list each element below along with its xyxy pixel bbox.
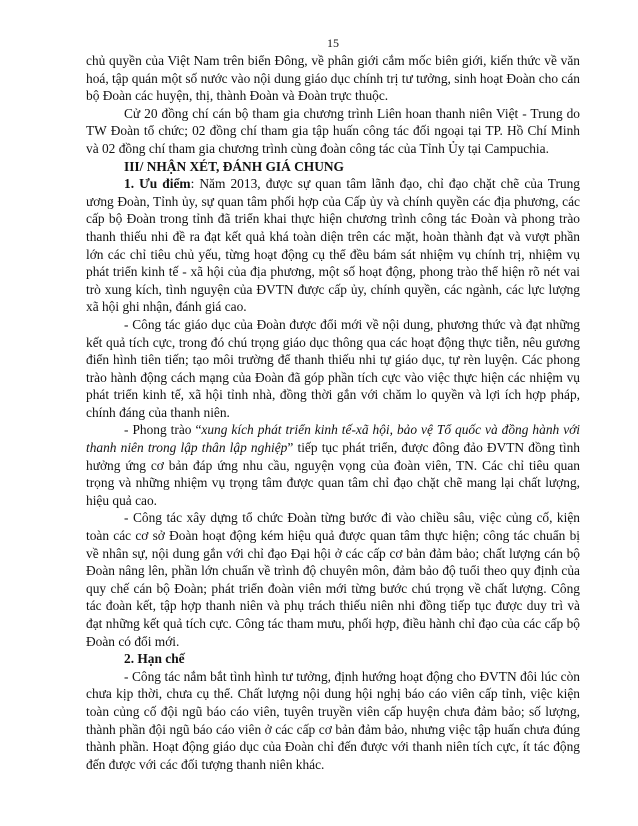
strengths-label: 1. Ưu điểm xyxy=(124,176,191,192)
paragraph-delegation: Cử 20 đồng chí cán bộ tham gia chương trình Liên hoan thanh niên Việt - Trung do TW Đoàn tổ chức; 02 đồng chí tham gia tập huấn công tác đối ngoại tại TP. Hồ Chí Minh và 02 đồng chí tham gia chương trình cùng đoàn công tác của Tỉnh Ủy tại Campuchia. xyxy=(86,105,580,156)
movement-text-start: - Phong trào “ xyxy=(124,422,202,438)
paragraph-movement xyxy=(86,421,580,509)
paragraph-continued: chủ quyền của Việt Nam trên biển Đông, về phân giới cắm mốc biên giới, kiến thức về văn hoá, tập quán một số nước vào nội dung giáo dục chính trị tư tưởng, sinh hoạt Đoàn cho cán bộ Đoàn các huyện, thị, thành Đoàn và Đoàn trực thuộc. xyxy=(86,53,580,104)
paragraph-organization: - Công tác xây dựng tổ chức Đoàn từng bước đi vào chiều sâu, việc củng cố, kiện toàn các cơ sở Đoàn hoạt động kém hiệu quả được quan tâm thực hiện; công tác chuẩn bị về nhân sự, nội dung gắn với chỉ đạo Đại hội ở các cấp cơ bản đảm bảo; chất lượng cán bộ Đoàn nâng lên, phần lớn chuẩn về trình độ chuyên môn, đảm bảo độ tuổi theo quy định của quy chế cán bộ Đoàn; phát triển đoàn viên mới từng bước chú trọng về chất lượng. Công tác đoàn kết, tập hợp thanh niên và phụ trách thiếu niên nhi đồng tiếp tục được duy trì và đạt những kết quả tích cực. Công tác tham mưu, phối hợp, điều hành chỉ đạo của các cấp bộ Đoàn có đổi mới. xyxy=(86,510,580,649)
paragraph-education: - Công tác giáo dục của Đoàn được đổi mới về nội dung, phương thức và đạt những kết quả tích cực, trong đó chú trọng giáo dục thông qua các hoạt động thực tiễn, nêu gương điển hình tiên tiến; tạo môi trường để thanh thiếu nhi tự giáo dục, tự rèn luyện. Các phong trào hành động cách mạng của Đoàn đã góp phần tích cực vào việc thực hiện các nhiệm vụ phát triển kinh tế, xã hội tỉnh nhà, đồng thời gắn với chăm lo quyền và lợi ích hợp pháp, chính đáng của thanh niên. xyxy=(86,316,580,420)
paragraph-limitations: - Công tác nắm bắt tình hình tư tưởng, định hướng hoạt động cho ĐVTN đôi lúc còn chưa kịp thời, chưa cụ thể. Chất lượng nội dung hội nghị báo cáo viên cấp tỉnh, việc kiện toàn củng cố đội ngũ báo cáo viên, tuyên truyền viên cấp huyện chưa đảm bảo; số lượng, thành phần đội ngũ báo cáo viên ở các cấp cơ bản đảm bảo, nhưng việc tập huấn chưa đúng thành phần. Hoạt động giáo dục của Đoàn chỉ đến được với thanh niên tích cực, ít tác động đến được với các đối tượng thanh niên khác. xyxy=(86,668,580,772)
page-number: 15 xyxy=(327,36,339,50)
section-heading-limitations: 2. Hạn chế xyxy=(124,651,185,667)
paragraph-strengths xyxy=(86,175,580,316)
strengths-text: : Năm 2013, được sự quan tâm lãnh đạo, chỉ đạo chặt chẽ của Trung ương Đoàn, Tỉnh ủy, sự quan tâm phối hợp của Cấp ủy và chính quyền các địa phương, các cấp bộ Đoàn trong tỉnh đã triển khai thực hiện chương trình công tác Đoàn và phong trào thanh thiếu nhi đề ra đạt kết quả khá toàn diện trên các mặt, hoàn thành đạt và vượt phần lớn các chỉ tiêu chủ yếu, từng hoạt động cụ thể đều bám sát nhiệm vụ chính trị, nhiệm vụ phát triển kinh tế - xã hội của địa phương, một số hoạt động, phong trào thể hiện rõ nét vai trò xung kích, tình nguyện của ĐVTN được cấp ủy, chính quyền, các ngành, các lực lượng xã hội ghi nhận, đánh giá cao. xyxy=(86,176,580,315)
movement-text-end: ” tiếp tục phát triển, được đông đảo ĐVTN đồng tình hưởng ứng cơ bản đáp ứng nhu cầu, nguyện vọng của đoàn viên, TN. Các chỉ tiêu quan trọng và những nhiệm vụ trọng tâm được quan tâm chỉ đạo chặt chẽ mang lại chất lượng, hiệu quả cao. xyxy=(86,440,580,508)
movement-slogan: xung kích phát triển kinh tế-xã hội, bảo vệ Tổ quốc và đồng hành với thanh niên trong lập thân lập nghiệp xyxy=(86,422,580,456)
section-heading-general-assessment: III/ NHẬN XÉT, ĐÁNH GIÁ CHUNG xyxy=(124,158,344,174)
